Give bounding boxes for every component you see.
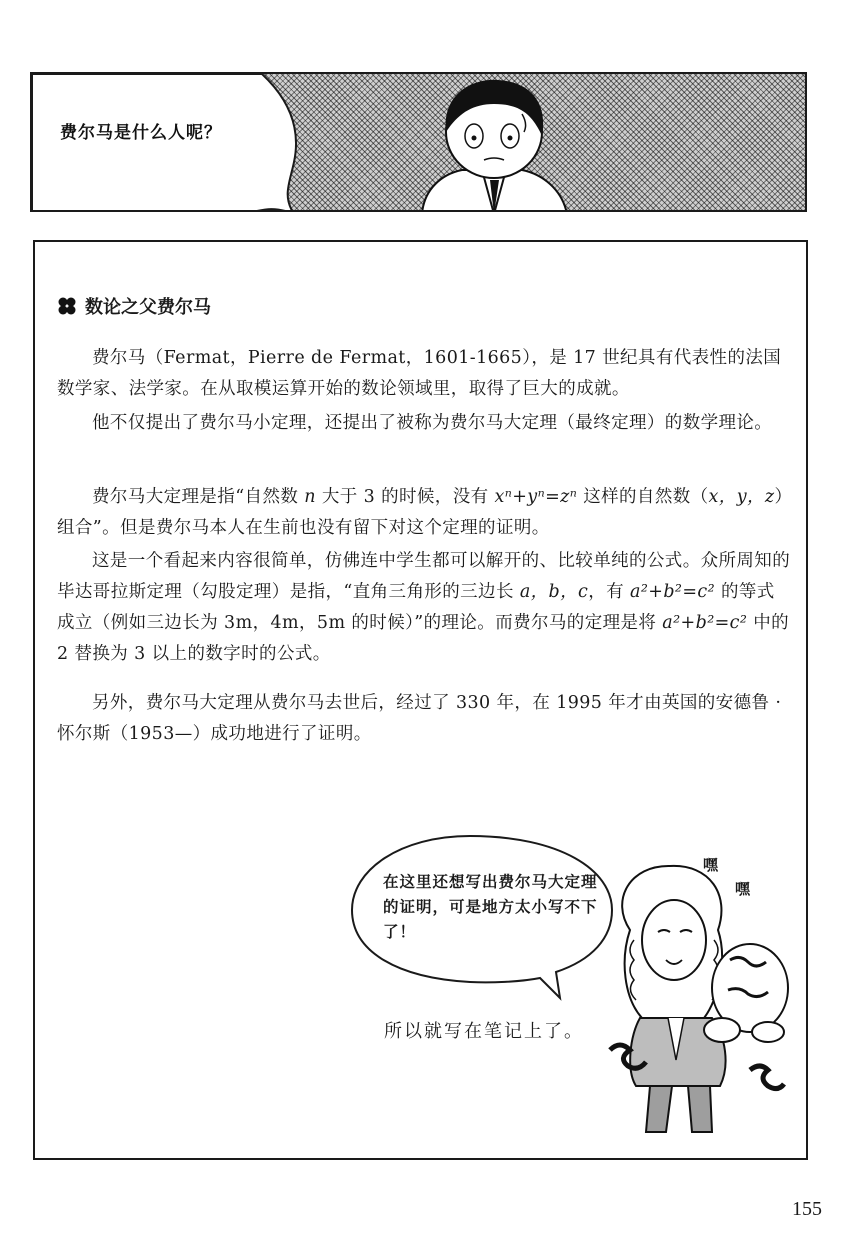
paragraph-1: 费尔马（Fermat，Pierre de Fermat，1601-1665），是 17 世纪具有代表性的法国数学家、法学家。在从取模运算开始的数论领域里，取得了巨大的成就。 [57,348,782,399]
p3-var-n: n [304,487,316,507]
p4-text-c: 的等式成立（例如三边长为 3m，4m，5m 的时候）”的理论。而费尔马的定理是将 [57,582,775,633]
paragraph-5: 另外，费尔马大定理从费尔马去世后，经过了 330 年，在 1995 年才由英国的安德鲁 · 怀尔斯（1953—）成功地进行了证明。 [57,693,782,744]
p4-vars: a，b，c [519,582,589,602]
paragraph-2: 他不仅提出了费尔马小定理，还提出了被称为费尔马大定理（最终定理）的数学理论。 [92,413,773,433]
sfx-text-1: 嘿 [703,856,719,874]
bottom-speech-text: 在这里还想写出费尔马大定理的证明，可是地方太小写不下了！ [383,873,598,941]
p4-text-d: 中的 2 替换为 3 以上的数字时的公式。 [57,613,790,664]
p3-text-d: ）组合”。但是费尔马本人在生前也没有留下对这个定理的证明。 [57,487,784,538]
p4-formula-2: a²+b²=c² [662,613,748,633]
p4-text-b: ，有 [588,582,631,602]
bottom-caption: 所以就写在笔记上了。 [384,1021,584,1042]
p3-formula: xⁿ+yⁿ=zⁿ [494,487,578,507]
p3-vars: x，y，z [708,487,775,507]
p4-formula-1: a²+b²=c² [630,582,716,602]
p3-text-b: 大于 3 的时候，没有 [315,487,495,507]
section-heading-text: 数论之父费尔马 [85,297,211,318]
top-question-text: 费尔马是什么人呢？ [60,123,222,143]
p4-text-a: 这是一个看起来内容很简单，仿佛连中学生都可以解开的、比较单纯的公式。众所周知的毕达哥拉斯定理（勾股定理）是指，“直角三角形的三边长 [57,551,791,602]
fermat-illustration [600,860,800,1140]
page-number: 155 [792,1198,822,1220]
p3-text-a: 费尔马大定理是指“自然数 [92,487,305,507]
p3-text-c: 这样的自然数（ [577,487,709,507]
sfx-text-2: 嘿 [735,880,751,898]
